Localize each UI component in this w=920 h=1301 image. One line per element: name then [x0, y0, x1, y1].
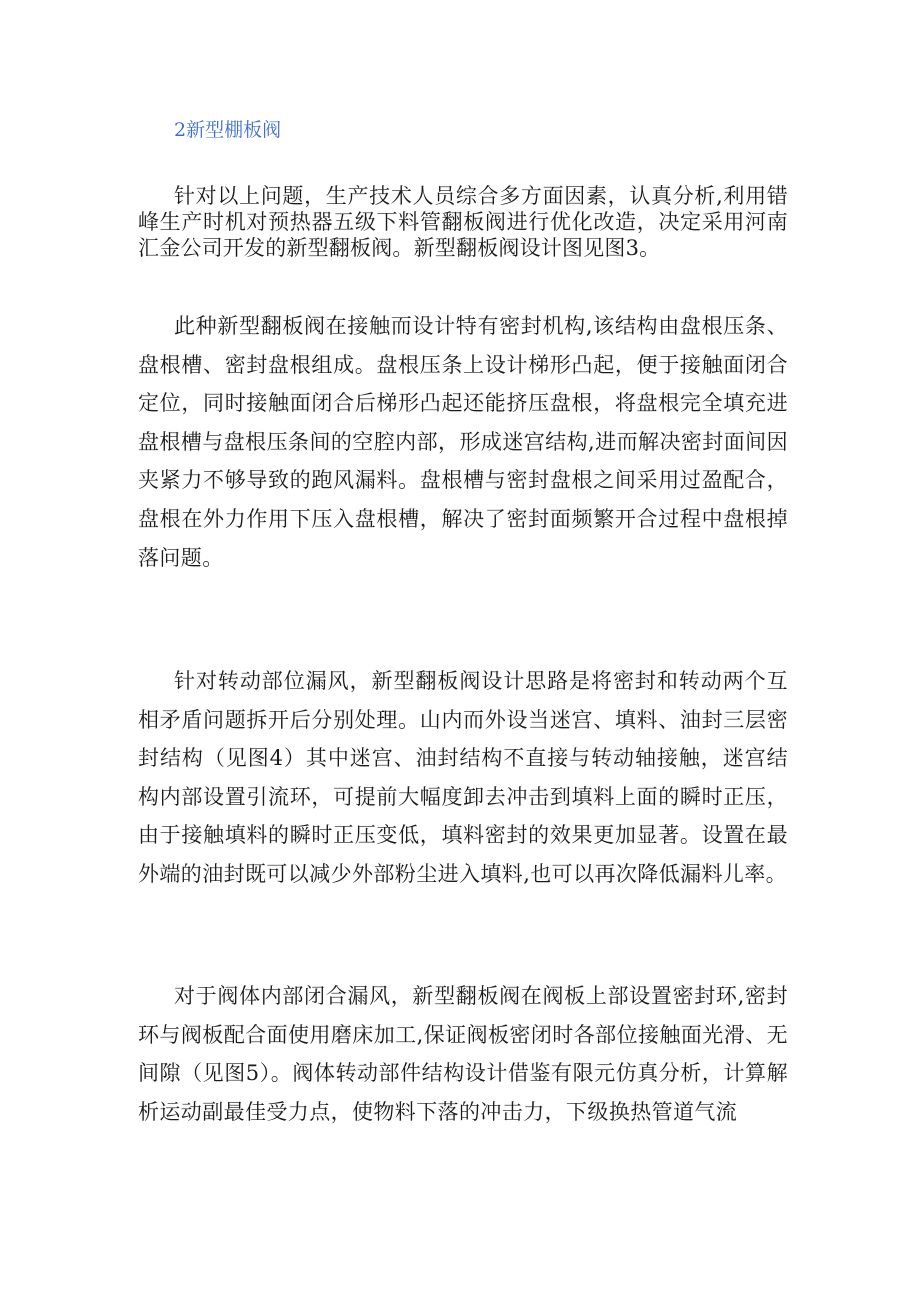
paragraph-rotating-seal: 针对转动部位漏风，新型翻板阀设计思路是将密封和转动两个互相矛盾问题拆开后分别处理。山内而外设当迷宫、填料、油封三层密封结构（见图4）其中迷宫、油封结构不直接与转动轴接触，迷宫结构内部设置引流环，可提前大幅度卸去冲击到填料上面的瞬时正压，由于接触填料的瞬时正压变低，填料密封的效果更加显著。设置在最外端的油封既可以减少外部粉尘进入填料,也可以再次降低漏料儿率。 — [138, 669, 788, 886]
paragraph-internal-seal: 对于阀体内部闭合漏风，新型翻板阀在阀板上部设置密封环,密封环与阀板配合面使用磨床加工,保证阀板密闭时各部位接触面光滑、无间隙（见图5）。阀体转动部件结构设计借鉴有限元仿真分析，计算解析运动副最佳受力点，使物料下落的冲击力，下级换热管道气流 — [138, 984, 788, 1124]
paragraph-intro: 针对以上问题，生产技术人员综合多方面因素，认真分析,利用错峰生产时机对预热器五级下料管翻板阀进行优化改造，决定采用河南汇金公司开发的新型翻板阀。新型翻板阀设计图见图3。 — [138, 184, 788, 260]
paragraph-seal-mechanism: 此种新型翻板阀在接触而设计特有密封机构,该结构由盘根压条、盘根槽、密封盘根组成。盘根压条上设计梯形凸起，便于接触面闭合定位，同时接触面闭合后梯形凸起还能挤压盘根，将盘根完全填充进盘根槽与盘根压条间的空腔内部，形成迷宫结构,进而解决密封面间因夹紧力不够导致的跑风漏料。盘根槽与密封盘根之间采用过盈配合，盘根在外力作用下压入盘根槽，解决了密封面频繁开合过程中盘根掉落问题。 — [138, 314, 788, 570]
section-heading: 2新型棚板阀 — [174, 119, 282, 141]
